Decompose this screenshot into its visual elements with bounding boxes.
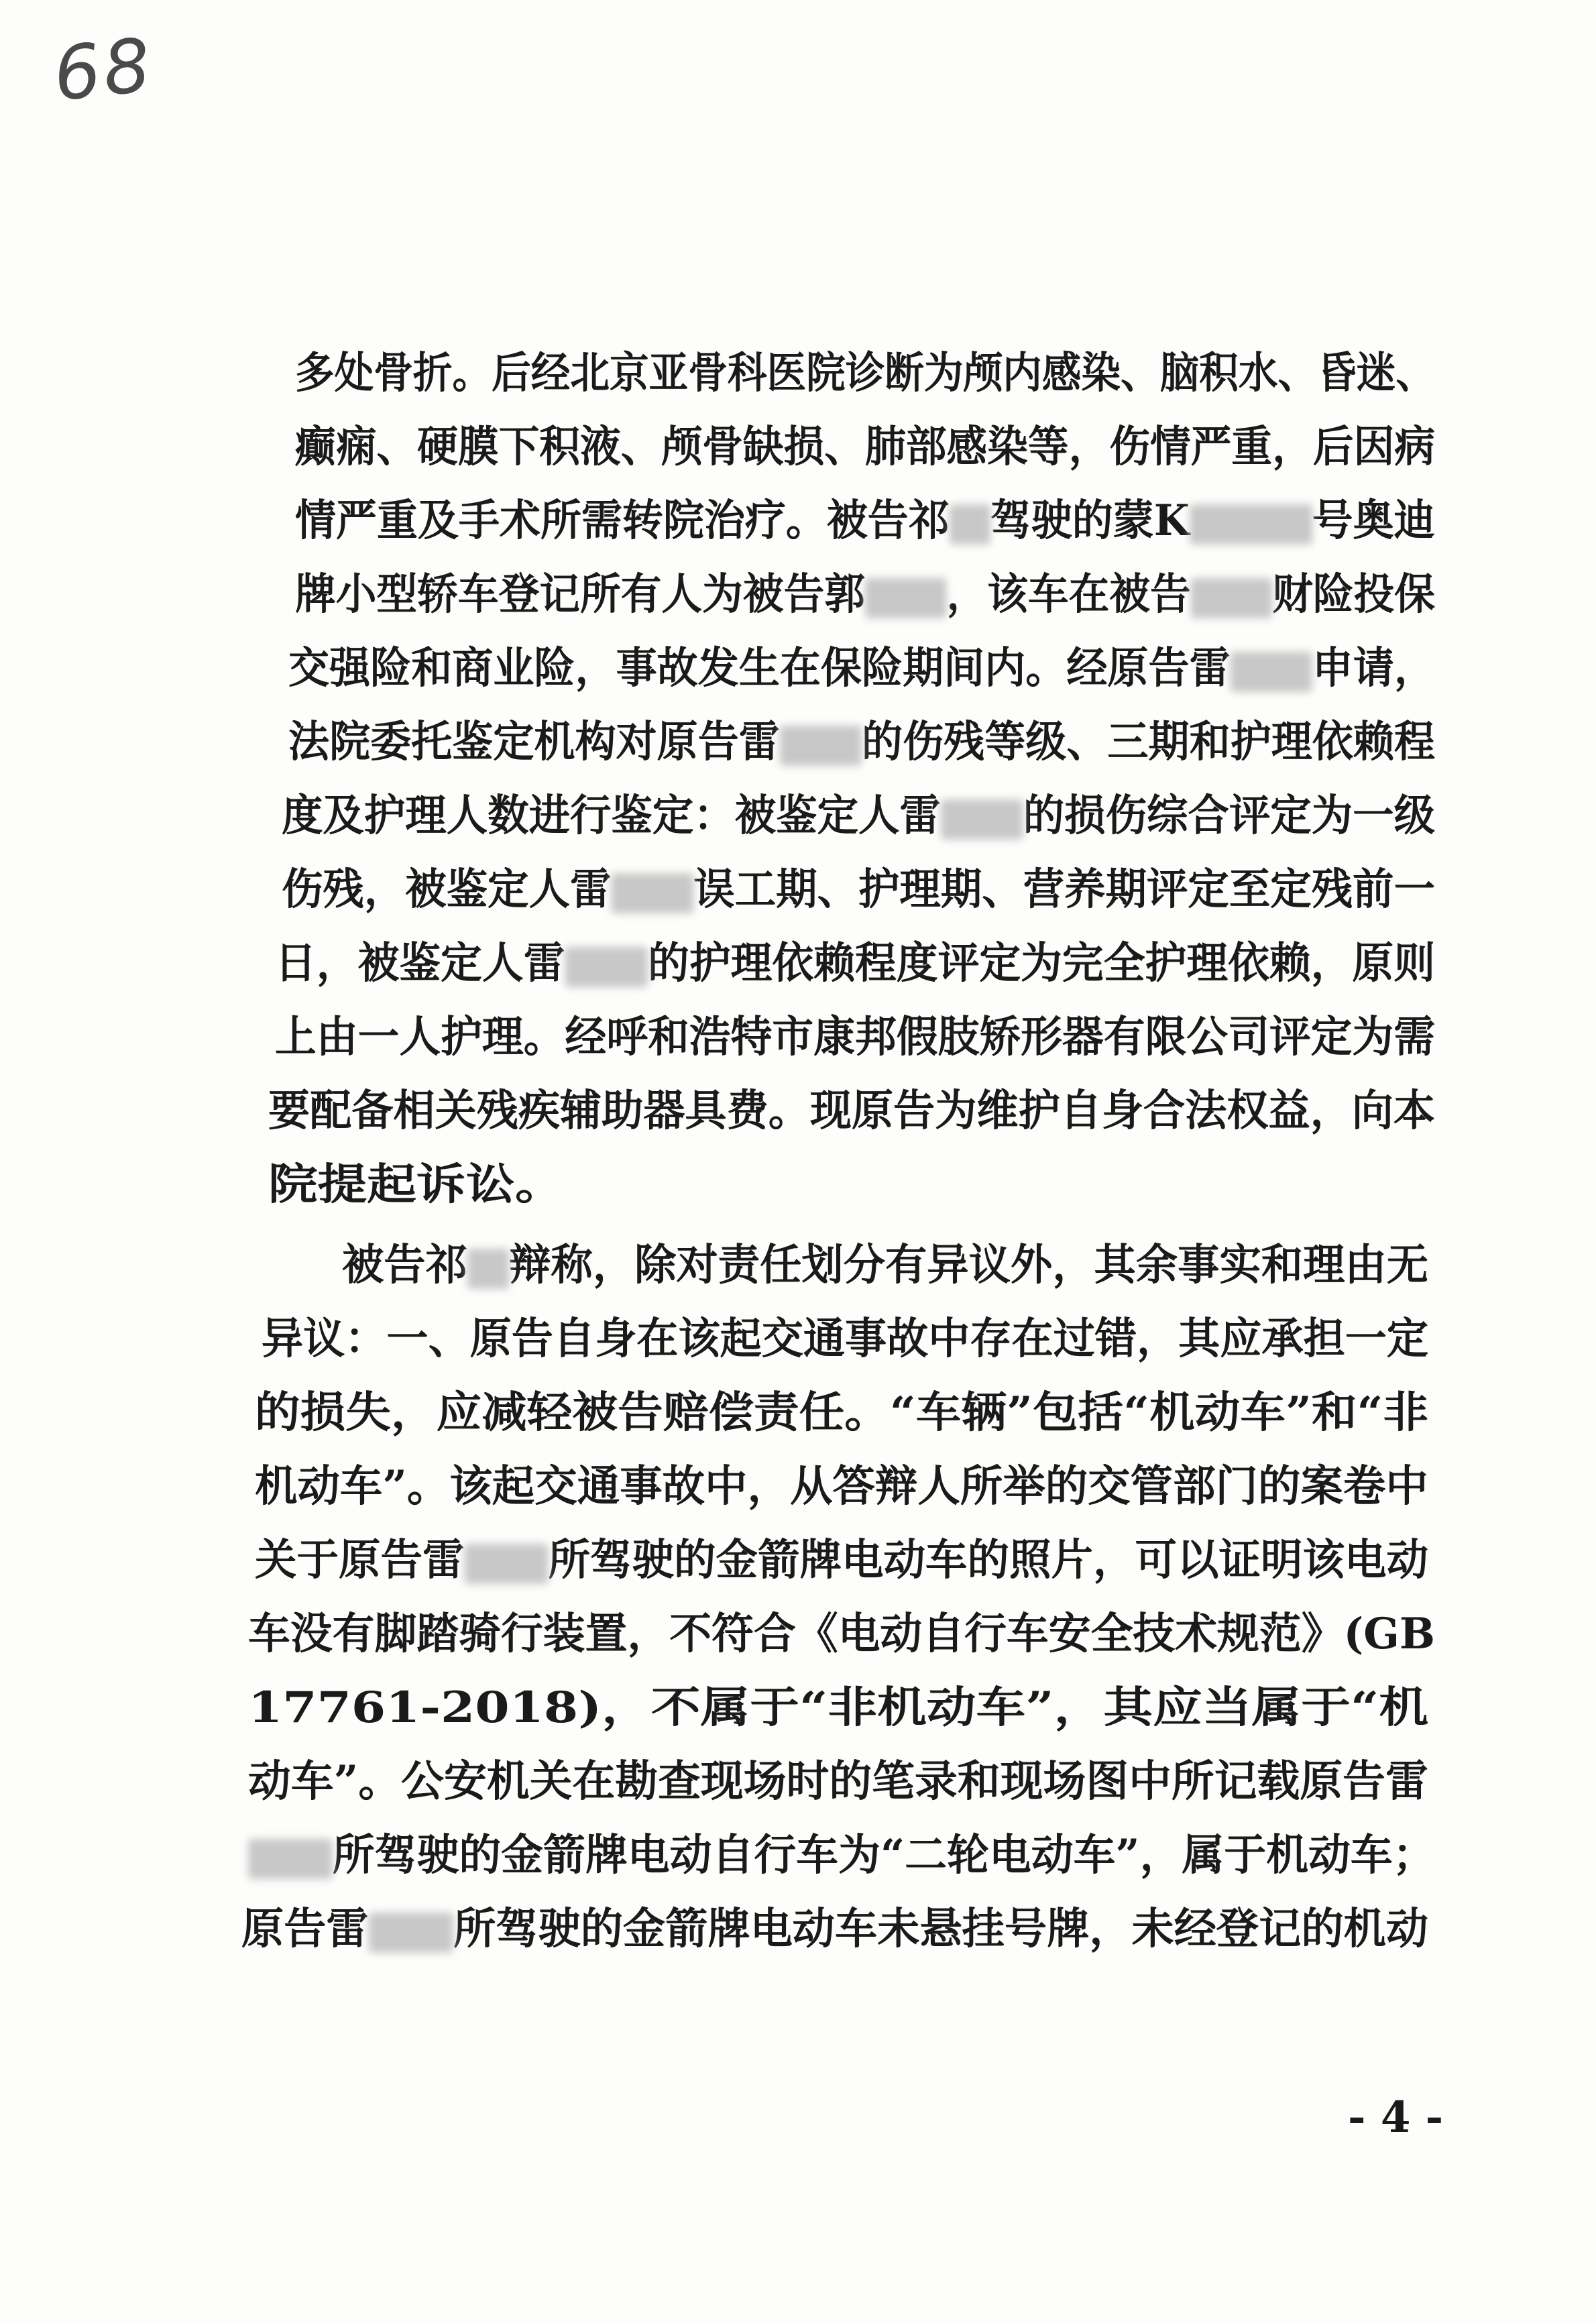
text-segment: 辩称，除对责任划分有异议外，其余事实和理由无 bbox=[509, 1240, 1429, 1290]
text-line bbox=[248, 1683, 1429, 1733]
text-line bbox=[248, 1609, 1436, 1659]
redacted-name bbox=[1231, 652, 1312, 692]
text-segment: 所驾驶的金箭牌电动自行车为“二轮电动车”，属于机动车； bbox=[332, 1830, 1435, 1880]
text-segment: 的损伤综合评定为一级 bbox=[1023, 791, 1435, 841]
text-segment: 的伤残等级、三期和护理依赖程 bbox=[862, 717, 1435, 767]
text-segment: ，该车在被告 bbox=[946, 569, 1191, 620]
text-line bbox=[255, 1387, 1429, 1438]
text-segment: 机动车”。该起交通事故中，从答辩人所举的交管部门的案卷中 bbox=[255, 1461, 1428, 1512]
text-line bbox=[248, 1830, 1435, 1880]
redacted-name bbox=[465, 1544, 549, 1584]
text-line bbox=[248, 1756, 1428, 1807]
page-number: - 4 - bbox=[1348, 2092, 1444, 2143]
text-line bbox=[288, 643, 1435, 693]
text-line bbox=[282, 791, 1435, 841]
text-line bbox=[275, 938, 1435, 988]
text-line bbox=[275, 1012, 1435, 1062]
text-segment: 要配备相关残疾辅助器具费。现原告为维护自身合法权益，向本 bbox=[268, 1086, 1435, 1136]
redacted-name bbox=[780, 726, 862, 766]
text-segment: 法院委托鉴定机构对原告雷 bbox=[288, 717, 780, 767]
text-segment: 多处骨折。后经北京亚骨科医院诊断为颅内感染、脑积水、昏迷、 bbox=[295, 348, 1435, 398]
text-segment: 交强险和商业险，事故发生在保险期间内。经原告雷 bbox=[288, 643, 1231, 693]
redacted-name bbox=[1191, 578, 1272, 618]
text-segment: 伤残，被鉴定人雷 bbox=[282, 864, 612, 915]
text-line bbox=[255, 1535, 1428, 1585]
text-segment: 上由一人护理。经呼和浩特市康邦假肢矫形器有限公司评定为需 bbox=[275, 1012, 1435, 1062]
text-segment: 17761-2018)，不属于“非机动车”，其应当属于“机 bbox=[248, 1683, 1429, 1733]
text-line bbox=[295, 348, 1435, 398]
text-segment: 所驾驶的金箭牌电动车未悬挂号牌，未经登记的机动 bbox=[453, 1904, 1428, 1954]
redacted-name bbox=[248, 1839, 333, 1879]
text-line bbox=[295, 422, 1435, 472]
text-segment: 异议：一、原告自身在该起交通事故中存在过错，其应承担一定 bbox=[262, 1314, 1428, 1364]
text-segment: 驾驶的蒙K bbox=[990, 496, 1190, 546]
text-segment: 关于原告雷 bbox=[255, 1535, 465, 1585]
text-segment: 被告祁 bbox=[342, 1240, 467, 1290]
text-line bbox=[262, 1314, 1428, 1364]
redacted-name bbox=[1190, 504, 1312, 545]
text-line bbox=[295, 496, 1435, 546]
text-segment: 的护理依赖程度评定为完全护理依赖，原则 bbox=[648, 938, 1435, 988]
redacted-name bbox=[369, 1913, 453, 1953]
text-segment: 院提起诉讼。 bbox=[268, 1159, 565, 1210]
text-segment: 车没有脚踏骑行装置，不符合《电动自行车安全技术规范》(GB bbox=[248, 1609, 1436, 1659]
text-segment: 误工期、护理期、营养期评定至定残前一 bbox=[693, 864, 1435, 915]
text-segment: 日，被鉴定人雷 bbox=[275, 938, 565, 988]
text-line bbox=[268, 1086, 1435, 1136]
text-segment: 原告雷 bbox=[241, 1904, 369, 1954]
text-segment: 申请， bbox=[1312, 643, 1435, 693]
redacted-name bbox=[950, 504, 990, 545]
text-segment: 动车”。公安机关在勘查现场时的笔录和现场图中所记载原告雷 bbox=[248, 1756, 1428, 1807]
redacted-name bbox=[565, 947, 648, 987]
redacted-name bbox=[467, 1249, 509, 1289]
text-segment: 财险投保 bbox=[1272, 569, 1435, 620]
handwritten-page-mark: 68 bbox=[49, 21, 158, 118]
text-line bbox=[268, 1159, 565, 1210]
text-line bbox=[295, 569, 1435, 620]
text-line bbox=[241, 1904, 1428, 1954]
text-line bbox=[288, 717, 1435, 767]
text-line bbox=[342, 1240, 1429, 1290]
text-segment: 情严重及手术所需转院治疗。被告祁 bbox=[295, 496, 950, 546]
text-line bbox=[255, 1461, 1428, 1512]
text-segment: 的损失，应减轻被告赔偿责任。“车辆”包括“机动车”和“非 bbox=[255, 1387, 1429, 1438]
text-segment: 号奥迪 bbox=[1312, 496, 1435, 546]
text-segment: 癫痫、硬膜下积液、颅骨缺损、肺部感染等，伤情严重，后因病 bbox=[295, 422, 1435, 472]
redacted-name bbox=[611, 873, 693, 913]
text-segment: 所驾驶的金箭牌电动车的照片，可以证明该电动 bbox=[548, 1535, 1428, 1585]
redacted-name bbox=[865, 578, 946, 618]
text-line bbox=[282, 864, 1435, 915]
text-segment: 牌小型轿车登记所有人为被告郭 bbox=[295, 569, 865, 620]
redacted-name bbox=[941, 799, 1023, 840]
text-segment: 度及护理人数进行鉴定：被鉴定人雷 bbox=[282, 791, 941, 841]
